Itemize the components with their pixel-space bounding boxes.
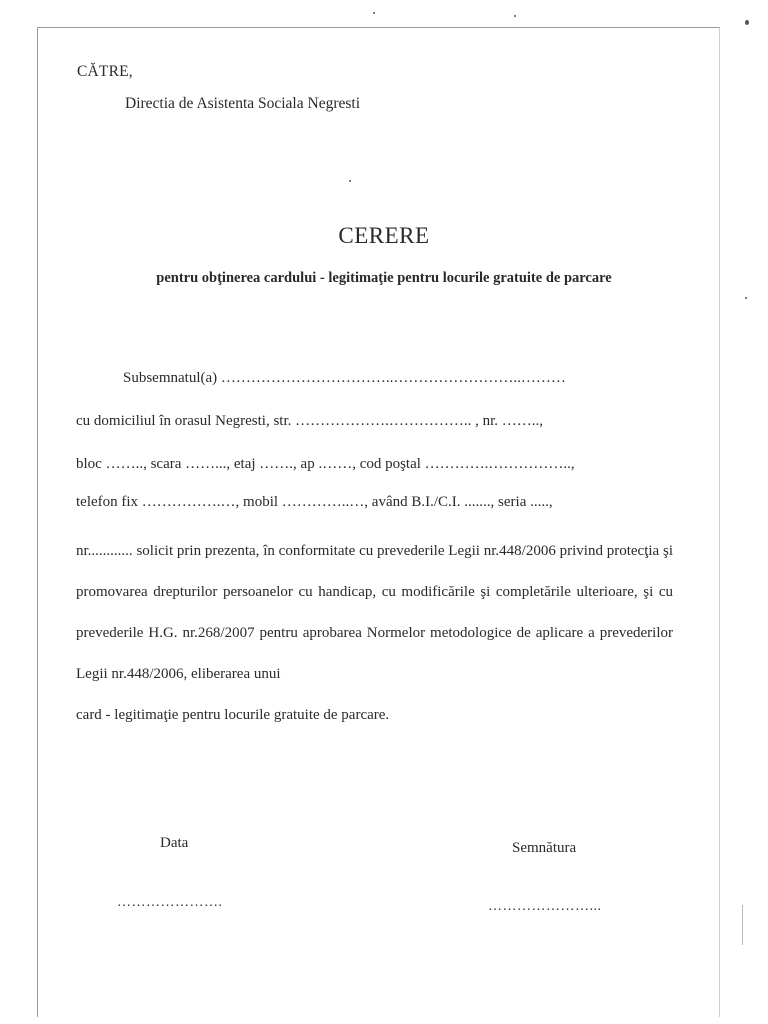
date-label: Data [160,835,189,851]
document-subtitle: pentru obţinerea cardului - legitimaţie pentru locurile gratuite de parcare [156,270,612,286]
scan-speck [349,180,351,182]
document-page [37,27,720,1017]
form-line-contact: telefon fix …………….…, mobil …………..…, având B.I./C.I. ......., seria ....., [76,494,553,510]
document-title: CERERE [338,223,430,248]
recipient-name: Directia de Asistenta Sociala Negresti [125,95,361,112]
request-paragraph [76,531,673,736]
form-line-building: bloc …….., scara ……..., etaj ……., ap .……, cod poştal ………….…………….., [76,456,575,472]
date-field-line: …………………. [117,895,223,910]
recipient-heading: CĂTRE, [77,63,133,80]
scan-speck [745,297,747,299]
form-line-name: Subsemnatul(a) ……………………………..……………………..……… [123,370,566,386]
signature-label: Semnătura [512,840,577,856]
signature-field-line: …………………... [488,899,602,914]
form-line-address: cu domiciliul în orasul Negresti, str. ……………….…………….. , nr. …….., [76,413,544,429]
scan-edge-mark [742,905,743,945]
scan-speck [514,15,516,17]
scan-speck [373,12,375,14]
request-paragraph-body: nr............ solicit prin prezenta, în conformitate cu prevederile Legii nr.448/2006 privind protecţia şi promovarea drepturilor persoanelor cu handicap, cu modificările şi completările ulterioare, şi cu prevederile H.G. nr.268/2007 pentru aprobarea Normelor metodologice de aplicare a prevederilor Legii nr.448/2006, eliberarea unui [76,543,673,682]
request-paragraph-last-line: card - legitimaţie pentru locurile gratuite de parcare. [76,707,390,723]
scan-speck [745,20,749,25]
